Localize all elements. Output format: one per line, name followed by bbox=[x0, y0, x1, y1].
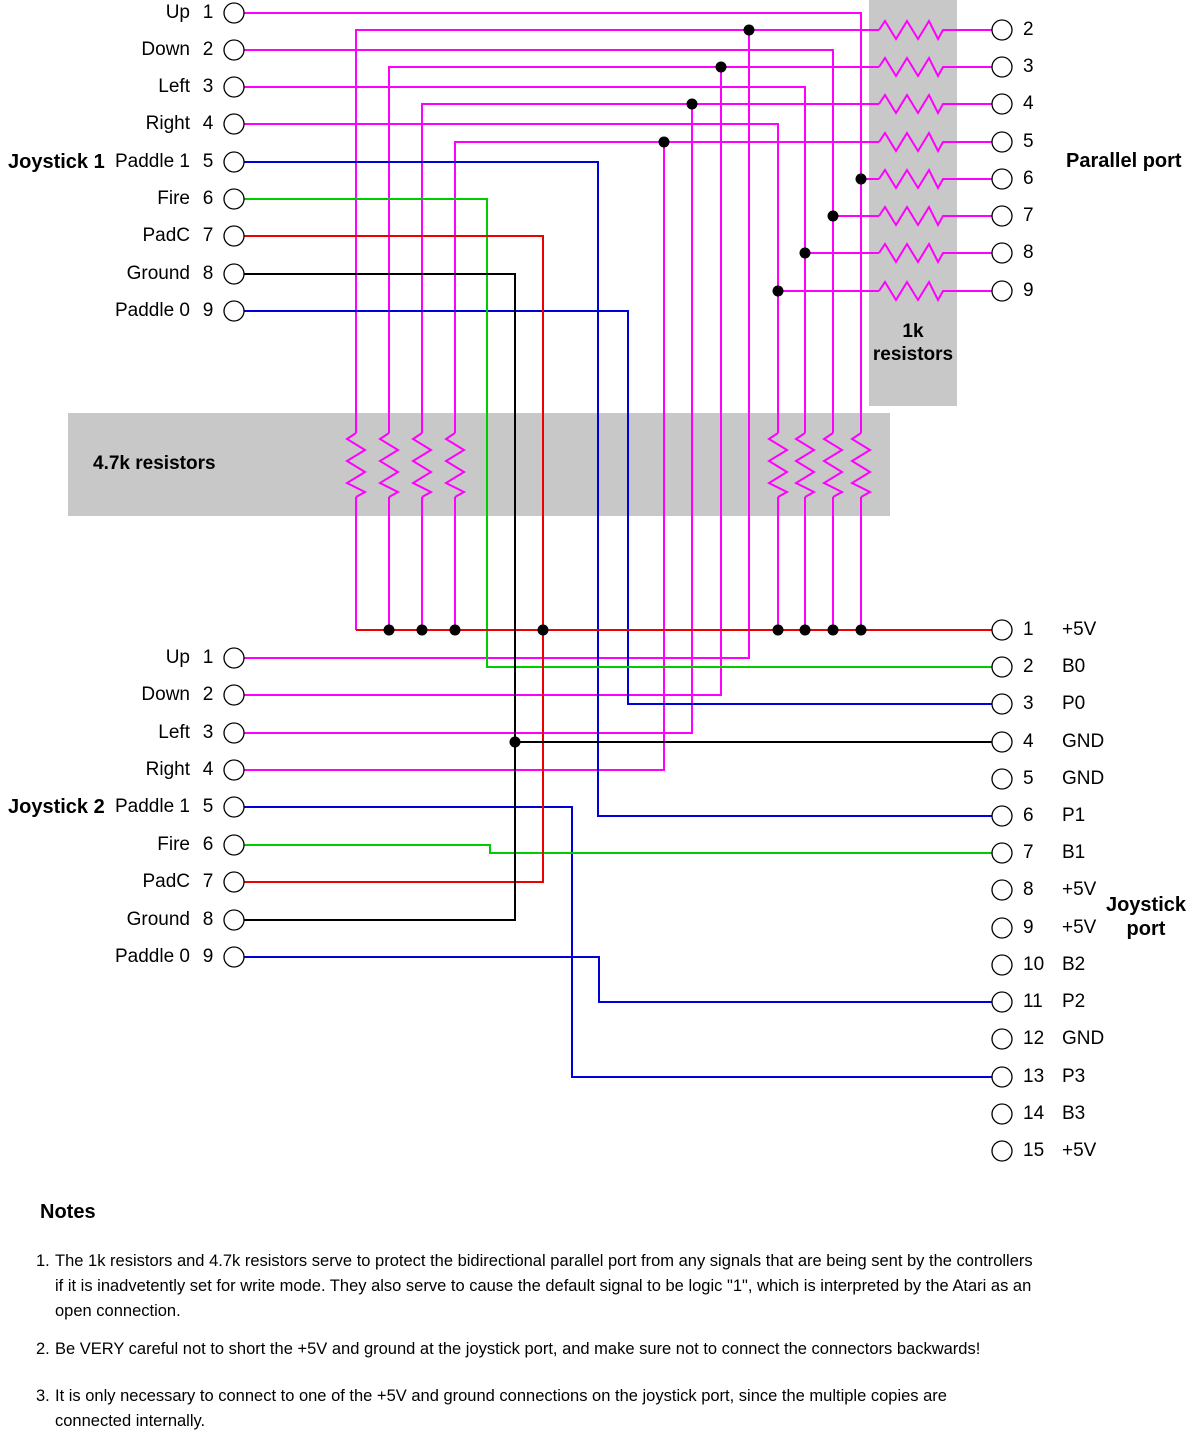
joystick-port-title-line2: port bbox=[1126, 918, 1166, 940]
joystick2-pin-8-label: Ground bbox=[126, 909, 190, 930]
joystick-port-pin-7-label: B1 bbox=[1062, 842, 1086, 863]
note-line: open connection. bbox=[55, 1302, 181, 1320]
junction-dot bbox=[538, 625, 549, 636]
joystick2-pin-2-label: Down bbox=[141, 684, 190, 705]
joystick1-pin-4-number: 4 bbox=[202, 113, 214, 134]
joystick2-pin-6-number: 6 bbox=[202, 834, 214, 855]
joystick2-pin-7-label: PadC bbox=[142, 871, 190, 892]
pin-circle bbox=[224, 301, 244, 321]
joystick-port-pin-14-number: 14 bbox=[1023, 1103, 1045, 1124]
junction-dot bbox=[659, 137, 670, 148]
joystick-port-pin-11-number: 11 bbox=[1023, 991, 1043, 1012]
pin-circle bbox=[224, 835, 244, 855]
pin-circle bbox=[992, 281, 1012, 301]
junction-dot bbox=[773, 625, 784, 636]
pin-circle bbox=[992, 94, 1012, 114]
wire bbox=[244, 957, 992, 1002]
note-line: if it is inadvetently set for write mode. They also serve to cause the default signal to be logic "1", which is interpreted by the Atari as an bbox=[55, 1277, 1032, 1295]
parallel-port-pin-2-number: 2 bbox=[1023, 19, 1034, 40]
joystick-port-title-line1: Joystick bbox=[1105, 894, 1187, 916]
pin-circle bbox=[992, 657, 1012, 677]
joystick-port-pin-3-number: 3 bbox=[1023, 693, 1034, 714]
note-item-1-text bbox=[55, 1249, 1033, 1324]
pin-circle bbox=[992, 1029, 1012, 1049]
joystick-port-pin-8-label: +5V bbox=[1062, 879, 1097, 900]
joystick1-pin-7-number: 7 bbox=[202, 225, 214, 246]
pin-circle bbox=[992, 1141, 1012, 1161]
joystick2-pin-4-label: Right bbox=[145, 759, 190, 780]
pin-circle bbox=[224, 152, 244, 172]
note-item-3 bbox=[36, 1384, 947, 1434]
joystick1-pin-3-number: 3 bbox=[202, 76, 214, 97]
parallel-port-pin-7-number: 7 bbox=[1023, 205, 1034, 226]
pin-circle bbox=[992, 1067, 1012, 1087]
junction-dot bbox=[800, 248, 811, 259]
note-line: It is only necessary to connect to one of the +5V and ground connections on the joystick port, since the multiple copies are bbox=[55, 1387, 947, 1405]
joystick1-pin-1-number: 1 bbox=[202, 2, 214, 23]
junction-dot bbox=[828, 211, 839, 222]
joystick-port-pin-13-number: 13 bbox=[1023, 1066, 1045, 1087]
pin-circle bbox=[224, 40, 244, 60]
joystick2-pin-5-label: Paddle 1 bbox=[114, 796, 190, 817]
joystick-port-pin-9-label: +5V bbox=[1062, 917, 1097, 938]
wire bbox=[244, 845, 992, 853]
joystick2-pin-3-number: 3 bbox=[202, 722, 214, 743]
pin-circle bbox=[992, 955, 1012, 975]
junction-dot bbox=[716, 62, 727, 73]
joystick2-pin-2-number: 2 bbox=[202, 684, 214, 705]
joystick-port-pin-12-number: 12 bbox=[1023, 1028, 1045, 1049]
parallel-port-pin-5-number: 5 bbox=[1023, 131, 1034, 152]
wire bbox=[455, 142, 879, 433]
pin-circle bbox=[224, 797, 244, 817]
wire bbox=[356, 30, 879, 433]
parallel-port-pin-9-number: 9 bbox=[1023, 280, 1034, 301]
junction-dot bbox=[510, 737, 521, 748]
joystick-port-pin-10-number: 10 bbox=[1023, 954, 1045, 975]
joystick2-pin-8-number: 8 bbox=[202, 909, 214, 930]
pin-circle bbox=[224, 226, 244, 246]
joystick2-pin-5-number: 5 bbox=[202, 796, 214, 817]
joystick-port-pin-13-label: P3 bbox=[1062, 1066, 1086, 1087]
pin-circle bbox=[224, 114, 244, 134]
note-line: connected internally. bbox=[55, 1412, 206, 1430]
junction-dot bbox=[800, 625, 811, 636]
joystick1-pin-8-label: Ground bbox=[126, 263, 190, 284]
pin-circle bbox=[224, 685, 244, 705]
joystick-port-pin-2-number: 2 bbox=[1023, 656, 1034, 677]
wire bbox=[244, 807, 992, 1077]
pin-circle bbox=[224, 723, 244, 743]
note-item-2-number: 2. bbox=[36, 1340, 50, 1358]
pin-circle bbox=[992, 620, 1012, 640]
joystick-port-pin-15-number: 15 bbox=[1023, 1140, 1045, 1161]
joystick-port-title bbox=[1098, 893, 1189, 941]
junction-dot bbox=[856, 625, 867, 636]
joystick-port-pin-3-label: P0 bbox=[1062, 693, 1086, 714]
note-item-1 bbox=[36, 1249, 1033, 1324]
joystick1-pin-6-number: 6 bbox=[202, 188, 214, 209]
resistors-1k-label bbox=[869, 320, 957, 366]
notes-heading: Notes bbox=[40, 1201, 96, 1223]
junction-dot bbox=[744, 25, 755, 36]
joystick2-pin-3-label: Left bbox=[158, 722, 190, 743]
wire bbox=[244, 274, 515, 920]
joystick1-pin-5-number: 5 bbox=[202, 151, 214, 172]
joystick-port-pin-6-number: 6 bbox=[1023, 805, 1034, 826]
joystick1-pin-5-label: Paddle 1 bbox=[114, 151, 190, 172]
pin-circle bbox=[992, 243, 1012, 263]
joystick-port-pin-7-number: 7 bbox=[1023, 842, 1034, 863]
resistors-47k-label: 4.7k resistors bbox=[93, 453, 216, 474]
parallel-port-pin-3-number: 3 bbox=[1023, 56, 1034, 77]
joystick1-pin-7-label: PadC bbox=[142, 225, 190, 246]
joystick-port-pin-8-number: 8 bbox=[1023, 879, 1034, 900]
joystick-port-pin-5-number: 5 bbox=[1023, 768, 1034, 789]
joystick2-pin-7-number: 7 bbox=[202, 871, 214, 892]
wire bbox=[244, 236, 543, 882]
pin-circle bbox=[224, 264, 244, 284]
pin-circle bbox=[992, 918, 1012, 938]
junction-dot bbox=[687, 99, 698, 110]
joystick-port-pin-12-label: GND bbox=[1062, 1028, 1105, 1049]
note-item-2-text bbox=[55, 1337, 980, 1362]
parallel-port-pin-6-number: 6 bbox=[1023, 168, 1034, 189]
joystick1-pin-2-label: Down bbox=[141, 39, 190, 60]
pin-circle bbox=[224, 947, 244, 967]
joystick1-pin-3-label: Left bbox=[158, 76, 190, 97]
junction-dot bbox=[384, 625, 395, 636]
pin-circle bbox=[992, 769, 1012, 789]
wire bbox=[244, 124, 778, 433]
pin-circle bbox=[992, 20, 1012, 40]
joystick-port-pin-9-number: 9 bbox=[1023, 917, 1034, 938]
junction-dot bbox=[856, 174, 867, 185]
wire bbox=[244, 13, 861, 433]
pin-circle bbox=[992, 843, 1012, 863]
pin-circle bbox=[224, 648, 244, 668]
pin-circle bbox=[992, 206, 1012, 226]
junction-dot bbox=[828, 625, 839, 636]
joystick1-pin-6-label: Fire bbox=[157, 188, 190, 209]
pin-circle bbox=[992, 880, 1012, 900]
pin-circle bbox=[992, 732, 1012, 752]
parallel-port-pin-4-number: 4 bbox=[1023, 93, 1034, 114]
pin-circle bbox=[992, 806, 1012, 826]
pin-circle bbox=[224, 3, 244, 23]
joystick-port-pin-1-label: +5V bbox=[1062, 619, 1097, 640]
joystick-port-pin-4-label: GND bbox=[1062, 731, 1105, 752]
junction-dot bbox=[450, 625, 461, 636]
resistors-1k-label-line2: resistors bbox=[872, 344, 954, 365]
pin-circle bbox=[224, 872, 244, 892]
wire bbox=[422, 104, 879, 433]
pin-circle bbox=[992, 992, 1012, 1012]
pin-circle bbox=[992, 694, 1012, 714]
joystick1-pin-1-label: Up bbox=[165, 2, 190, 23]
note-line: Be VERY careful not to short the +5V and ground at the joystick port, and make sure not to connect the connectors backwards! bbox=[55, 1340, 981, 1358]
pin-circle bbox=[224, 189, 244, 209]
note-item-2 bbox=[36, 1337, 980, 1362]
joystick1-pin-4-label: Right bbox=[145, 113, 190, 134]
joystick-port-pin-1-number: 1 bbox=[1023, 619, 1034, 640]
joystick2-pin-6-label: Fire bbox=[157, 834, 190, 855]
joystick1-pin-8-number: 8 bbox=[202, 263, 214, 284]
resistors-1k-label-line1: 1k bbox=[902, 321, 924, 342]
joystick-port-pin-10-label: B2 bbox=[1062, 954, 1086, 975]
joystick2-pin-1-number: 1 bbox=[202, 647, 214, 668]
note-item-3-number: 3. bbox=[36, 1387, 50, 1405]
junction-dot bbox=[773, 286, 784, 297]
pin-circle bbox=[992, 1104, 1012, 1124]
joystick-port-pin-5-label: GND bbox=[1062, 768, 1105, 789]
joystick1-pin-9-number: 9 bbox=[202, 300, 214, 321]
parallel-port-pin-8-number: 8 bbox=[1023, 242, 1034, 263]
joystick-port-pin-14-label: B3 bbox=[1062, 1103, 1086, 1124]
joystick-port-pin-4-number: 4 bbox=[1023, 731, 1034, 752]
joystick2-title: Joystick 2 bbox=[8, 796, 105, 818]
joystick-port-pin-2-label: B0 bbox=[1062, 656, 1086, 677]
note-item-1-number: 1. bbox=[36, 1252, 50, 1270]
pin-circle bbox=[992, 132, 1012, 152]
pin-circle bbox=[224, 760, 244, 780]
pin-circle bbox=[992, 169, 1012, 189]
joystick1-title: Joystick 1 bbox=[8, 151, 105, 173]
wire bbox=[244, 50, 833, 433]
joystick2-pin-9-label: Paddle 0 bbox=[114, 946, 190, 967]
joystick2-pin-1-label: Up bbox=[165, 647, 190, 668]
joystick-port-pin-6-label: P1 bbox=[1062, 805, 1086, 826]
pin-circle bbox=[992, 57, 1012, 77]
junction-dot bbox=[417, 625, 428, 636]
joystick1-pin-2-number: 2 bbox=[202, 39, 214, 60]
joystick2-pin-4-number: 4 bbox=[202, 759, 214, 780]
pin-circle bbox=[224, 77, 244, 97]
joystick-port-pin-15-label: +5V bbox=[1062, 1140, 1097, 1161]
joystick1-pin-9-label: Paddle 0 bbox=[114, 300, 190, 321]
pin-circle bbox=[224, 910, 244, 930]
joystick-port-pin-11-label: P2 bbox=[1062, 991, 1086, 1012]
parallel-port-title: Parallel port bbox=[1066, 150, 1182, 172]
note-line: The 1k resistors and 4.7k resistors serve to protect the bidirectional parallel port from any signals that are being sent by the controllers bbox=[55, 1252, 1033, 1270]
joystick2-pin-9-number: 9 bbox=[202, 946, 214, 967]
note-item-3-text bbox=[55, 1384, 947, 1434]
